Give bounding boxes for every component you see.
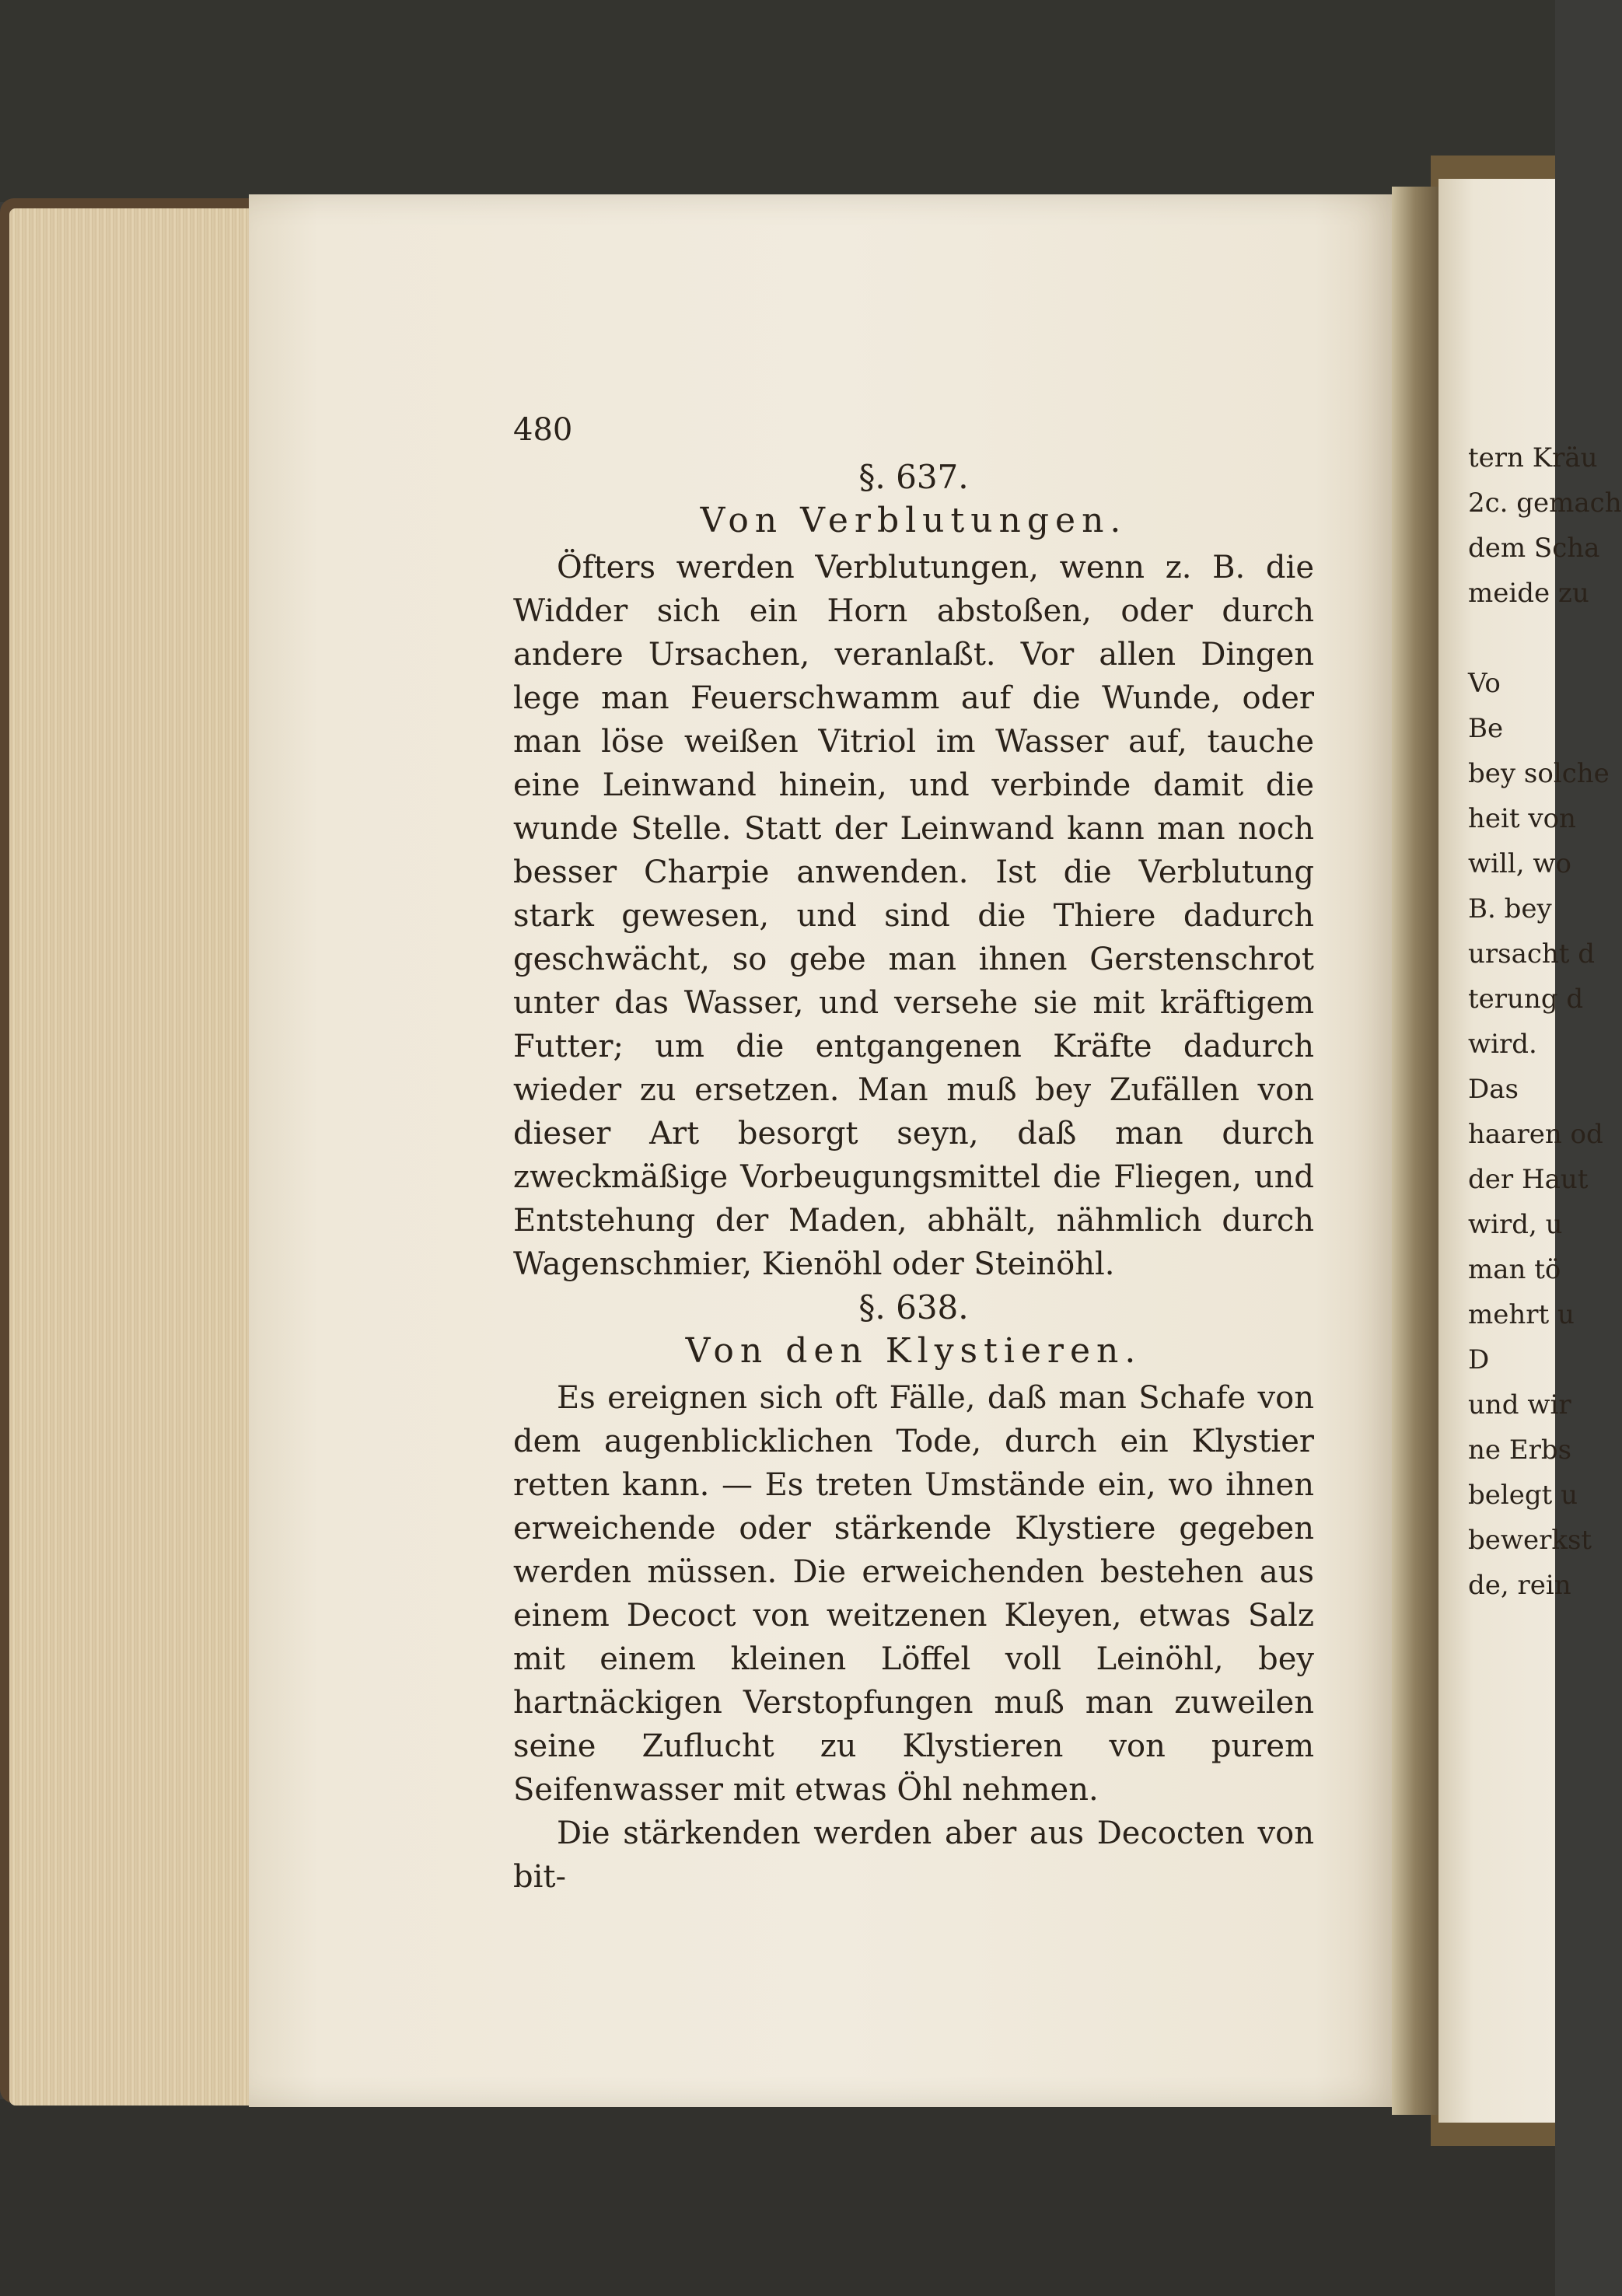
section-mark: §. 637. xyxy=(858,458,969,496)
page-number: 480 xyxy=(513,412,573,448)
facing-line: haaren od xyxy=(1468,1119,1603,1150)
backdrop-bottom xyxy=(0,2099,1555,2296)
facing-line: de, rein xyxy=(1468,1570,1571,1601)
facing-line: terung d xyxy=(1468,984,1584,1015)
facing-line: heit von xyxy=(1468,803,1576,834)
facing-line: bey solche xyxy=(1468,758,1610,789)
facing-line: D xyxy=(1468,1344,1490,1375)
facing-line: 2c. gemach xyxy=(1468,488,1622,519)
facing-line: mehrt u xyxy=(1468,1299,1575,1330)
facing-line: bewerkst xyxy=(1468,1525,1592,1556)
facing-line: und wir xyxy=(1468,1389,1571,1421)
facing-line: belegt u xyxy=(1468,1480,1578,1511)
facing-line xyxy=(1468,616,1555,661)
facing-page-text xyxy=(1468,435,1622,1608)
facing-line: Das xyxy=(1468,1074,1519,1105)
section-title: Von Verblutungen. xyxy=(700,501,1127,540)
facing-line: Be xyxy=(1468,713,1504,744)
section-mark: §. 638. xyxy=(858,1288,969,1326)
facing-line: dem Scha xyxy=(1468,533,1600,564)
paragraph: Es ereignen sich oft Fälle, daß man Schafe von dem augenblicklichen Tode, durch ein Klystier retten kann. — Es treten Umstände ein, wo ihnen erweichende oder stärkende Klystiere gegeben werden müssen. Die erweichenden bestehen aus einem Decoct von weitzenen Kleyen, etwas Salz mit einem kleinen Löffel voll Leinöhl, bey hartnäckigen Verstopfungen muß man zuweilen seine Zuflucht zu Klystieren von purem Seifenwasser mit etwas Öhl nehmen. xyxy=(513,1380,1314,1808)
facing-line: man tö xyxy=(1468,1254,1561,1285)
section-638 xyxy=(513,1286,1314,1899)
section-title: Von den Klystieren. xyxy=(685,1331,1142,1371)
backdrop-top xyxy=(0,0,1555,202)
text-block xyxy=(513,456,1314,1899)
facing-line: wird. xyxy=(1468,1029,1537,1060)
facing-line: tern Kräu xyxy=(1468,442,1598,474)
book-gutter xyxy=(1392,187,1438,2115)
facing-line: ursacht d xyxy=(1468,938,1596,970)
facing-line: meide zu xyxy=(1468,578,1589,609)
section-637 xyxy=(513,456,1314,1286)
facing-line: B. bey xyxy=(1468,893,1552,924)
facing-line: will, wo xyxy=(1468,848,1571,879)
facing-line: ne Erbs xyxy=(1468,1435,1572,1466)
paragraph: Die stärkenden werden aber aus Decocten von bit- xyxy=(513,1815,1314,1895)
page-edges xyxy=(9,208,258,2106)
facing-line: wird, u xyxy=(1468,1209,1563,1240)
facing-line: Vo xyxy=(1468,668,1501,699)
facing-line: der Haut xyxy=(1468,1164,1589,1195)
paragraph: Öfters werden Verblutungen, wenn z. B. die Widder sich ein Horn abstoßen, oder durch andere Ursachen, veranlaßt. Vor allen Dingen lege man Feuerschwamm auf die Wunde, oder man löse weißen Vitriol im Wasser auf, tauche eine Leinwand hinein, und verbinde damit die wunde Stelle. Statt der Leinwand kann man noch besser Charpie anwenden. Ist die Verblutung stark gewesen, und sind die Thiere dadurch geschwächt, so gebe man ihnen Gerstenschrot unter das Wasser, und versehe sie mit kräftigem Futter; um die entgangenen Kräfte dadurch wieder zu ersetzen. Man muß bey Zufällen von dieser Art besorgt seyn, daß man durch zweckmäßige Vorbeugungsmittel die Fliegen, und Entstehung der Maden, abhält, nähmlich durch Wagenschmier, Kienöhl oder Steinöhl. xyxy=(513,550,1314,1282)
